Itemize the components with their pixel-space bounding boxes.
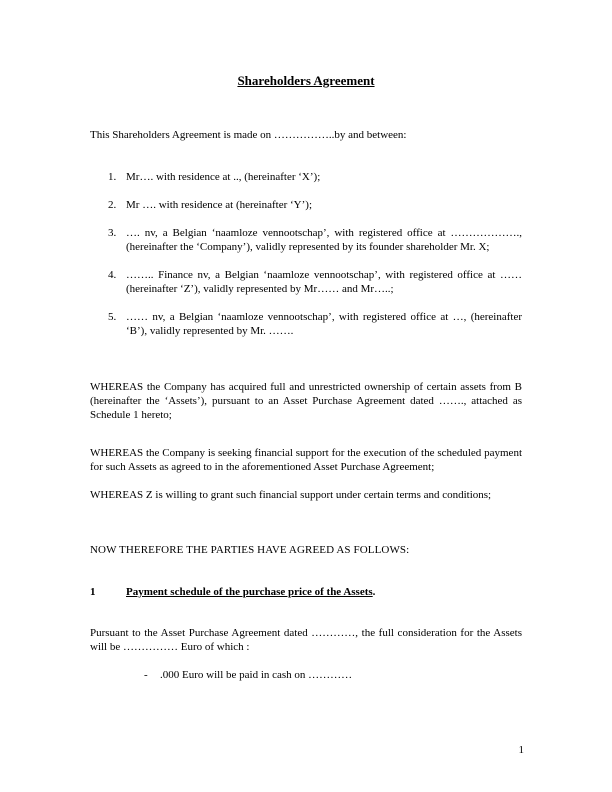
list-item (90, 198, 522, 212)
whereas-clause-2: WHEREAS the Company is seeking financial support for the execution of the scheduled payment for such Assets as agreed to in the aforementioned Asset Purchase Agreement; (90, 447, 522, 473)
section-heading (90, 585, 522, 599)
list-item-number: 4. (108, 269, 117, 281)
now-therefore-statement: NOW THEREFORE THE PARTIES HAVE AGREED AS FOLLOWS: (90, 544, 410, 556)
document-title: Shareholders Agreement (237, 73, 375, 88)
list-item-number: 5. (108, 311, 117, 323)
list-item (90, 310, 522, 338)
section-paragraph: Pursuant to the Asset Purchase Agreement dated …………, the full consideration for the Assets will be …………… Euro of which : (90, 627, 522, 653)
section-title: Payment schedule of the purchase price of the Assets (126, 586, 373, 598)
whereas-clause-1: WHEREAS the Company has acquired full and unrestricted ownership of certain assets from B (hereinafter the ‘Assets’), pursuant to an Asset Purchase Agreement dated ……., attached as Schedule 1 hereto; (90, 381, 522, 421)
list-item (90, 226, 522, 254)
list-item-number: 2. (108, 199, 117, 211)
list-item-text: …. nv, a Belgian ‘naamloze vennootschap’, with registered office at ………………., (hereinafter the ‘Company’), validly represented by its founder shareholder Mr. X; (126, 227, 522, 253)
intro-paragraph: This Shareholders Agreement is made on ……………..by and between: (90, 129, 407, 141)
parties-list (90, 170, 522, 352)
list-item (90, 170, 522, 184)
list-item-text: …… nv, a Belgian ‘naamloze vennootschap’, with registered office at …, (hereinafter ‘B’), validly represented by Mr. ……. (126, 311, 522, 337)
list-item-text: Mr …. with residence at (hereinafter ‘Y’); (126, 199, 313, 211)
page-number: 1 (518, 744, 524, 756)
list-item-number: 1. (108, 171, 117, 183)
whereas-clause-3: WHEREAS Z is willing to grant such financial support under certain terms and conditions; (90, 489, 492, 501)
list-item (90, 268, 522, 296)
section-title-period: . (372, 586, 376, 598)
bullet-marker: - (144, 669, 148, 681)
list-item-text: …….. Finance nv, a Belgian ‘naamloze vennootschap’, with registered office at …… (hereinafter ‘Z’), validly represented by Mr…… and Mr…..; (126, 269, 522, 295)
section-number: 1 (90, 586, 96, 598)
bullet-item (144, 668, 522, 682)
list-item-text: Mr…. with residence at .., (hereinafter ‘X’); (126, 171, 321, 183)
list-item-number: 3. (108, 227, 117, 239)
bullet-text: .000 Euro will be paid in cash on ………… (160, 669, 353, 681)
